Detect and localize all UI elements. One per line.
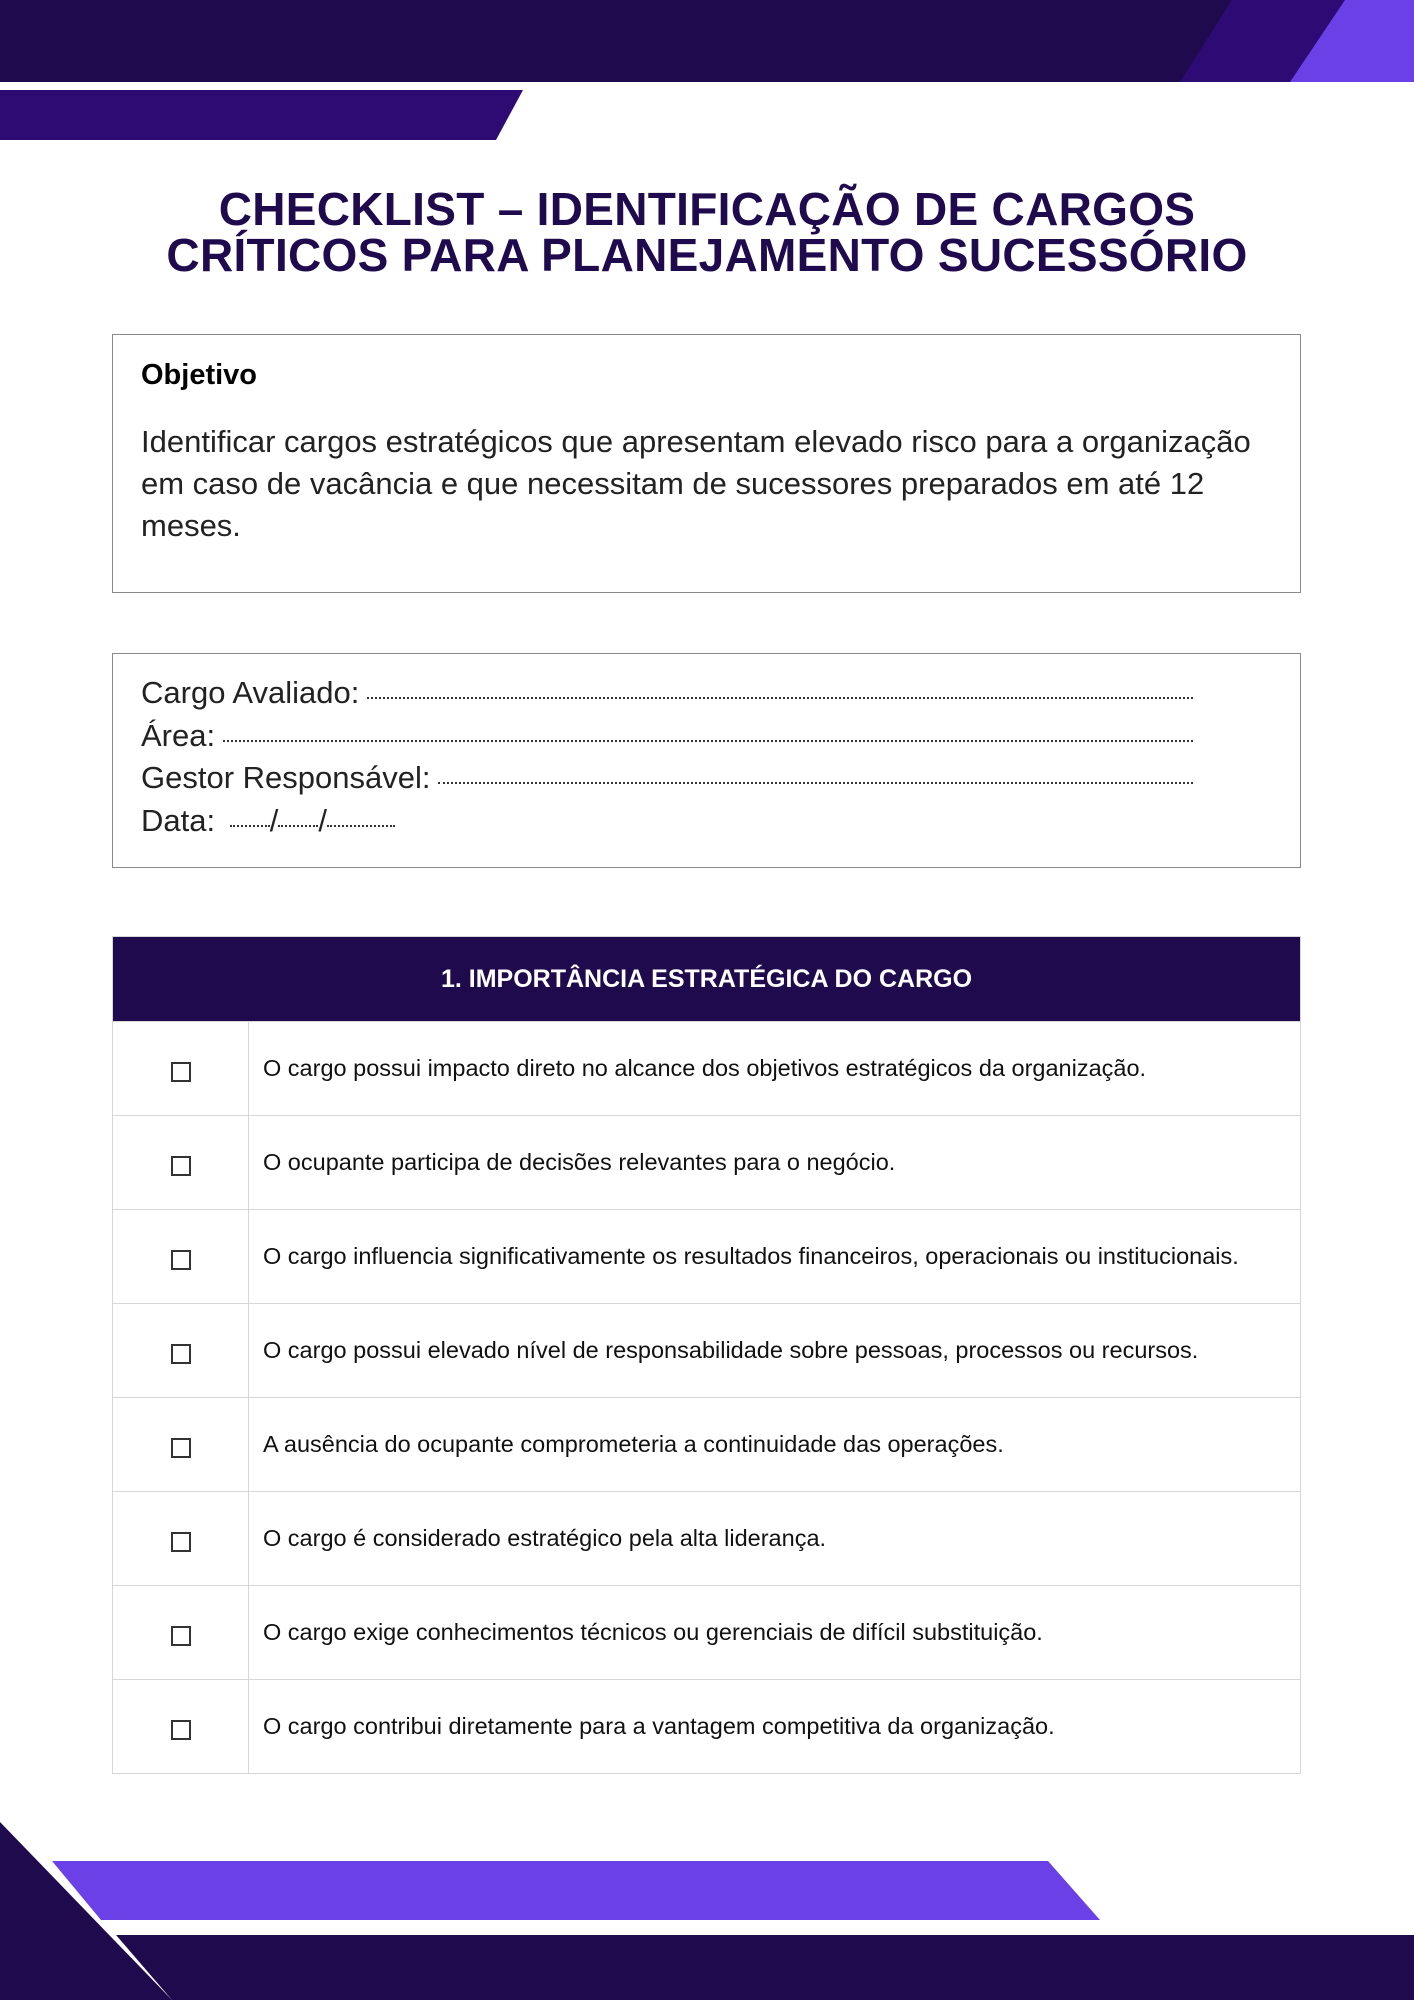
footer-navy-bar: [116, 1935, 1414, 2000]
checklist-row: [113, 1021, 1300, 1115]
objective-box: [112, 334, 1301, 593]
checkbox-cell: [113, 1116, 249, 1209]
checklist-row: [113, 1303, 1300, 1397]
item-text: A ausência do ocupante comprometeria a continuidade das operações.: [263, 1431, 1004, 1457]
checklist-table: [112, 936, 1301, 1774]
checklist-row: [113, 1397, 1300, 1491]
title-line-2: CRÍTICOS PARA PLANEJAMENTO SUCESSÓRIO: [166, 229, 1248, 281]
checkbox[interactable]: [171, 1250, 191, 1270]
date-month-fill[interactable]: [278, 824, 318, 827]
checkbox[interactable]: [171, 1438, 191, 1458]
header-decoration: [0, 0, 1414, 140]
checkbox[interactable]: [171, 1344, 191, 1364]
checkbox-cell: [113, 1210, 249, 1303]
item-text: O cargo possui elevado nível de responsabilidade sobre pessoas, processos ou recursos.: [263, 1337, 1199, 1363]
checkbox[interactable]: [171, 1062, 191, 1082]
checklist-row: [113, 1679, 1300, 1773]
item-text: O cargo possui impacto direto no alcance dos objetivos estratégicos da organização.: [263, 1055, 1147, 1081]
checkbox-cell: [113, 1492, 249, 1585]
date-day-fill[interactable]: [230, 824, 270, 827]
checklist-row: [113, 1585, 1300, 1679]
checkbox[interactable]: [171, 1156, 191, 1176]
checkbox-cell: [113, 1586, 249, 1679]
checkbox-cell: [113, 1680, 249, 1773]
section-header: 1. IMPORTÂNCIA ESTRATÉGICA DO CARGO: [113, 937, 1300, 1021]
area-label: Área:: [141, 717, 216, 753]
checkbox[interactable]: [171, 1532, 191, 1552]
item-text: O cargo influencia significativamente os resultados financeiros, operacionais ou institucionais.: [263, 1243, 1239, 1269]
cargo-label: Cargo Avaliado:: [141, 675, 360, 710]
checklist-row: [113, 1209, 1300, 1303]
cargo-field: [141, 672, 1193, 715]
checkbox-cell: [113, 1398, 249, 1491]
checkbox[interactable]: [171, 1626, 191, 1646]
area-field: [141, 715, 1193, 758]
item-text: O ocupante participa de decisões relevantes para o negócio.: [263, 1149, 896, 1175]
gestor-label: Gestor Responsável:: [141, 760, 431, 795]
date-separator: /: [318, 802, 327, 838]
checklist-row: [113, 1115, 1300, 1209]
title-line-1: CHECKLIST – IDENTIFICAÇÃO DE CARGOS: [218, 183, 1196, 235]
gestor-field: [141, 757, 1193, 800]
info-fields-box: [112, 653, 1301, 868]
cargo-fill-line[interactable]: [367, 696, 1193, 699]
page-title: [100, 183, 1314, 281]
item-text: O cargo exige conhecimentos técnicos ou gerenciais de difícil substituição.: [263, 1619, 1043, 1645]
footer-decoration: [0, 1800, 1414, 2000]
header-purple-accent-bar: [0, 90, 523, 140]
gestor-fill-line[interactable]: [438, 781, 1193, 784]
objective-text: Identificar cargos estratégicos que apresentam elevado risco para a organização em caso de vacância e que necessitam de sucessores preparados em até 12 meses.: [141, 424, 1251, 543]
checkbox[interactable]: [171, 1720, 191, 1740]
footer-violet-bar: [52, 1861, 1100, 1920]
objective-heading: Objetivo: [141, 359, 258, 391]
area-fill-line[interactable]: [223, 739, 1193, 742]
date-separator: /: [269, 802, 279, 838]
date-label: Data:: [141, 802, 216, 838]
date-field: [141, 800, 1272, 843]
date-year-fill[interactable]: [327, 824, 395, 827]
item-text: O cargo contribui diretamente para a vantagem competitiva da organização.: [263, 1713, 1055, 1739]
item-text: O cargo é considerado estratégico pela alta liderança.: [263, 1525, 827, 1551]
checkbox-cell: [113, 1022, 249, 1115]
checkbox-cell: [113, 1304, 249, 1397]
checklist-row: [113, 1491, 1300, 1585]
